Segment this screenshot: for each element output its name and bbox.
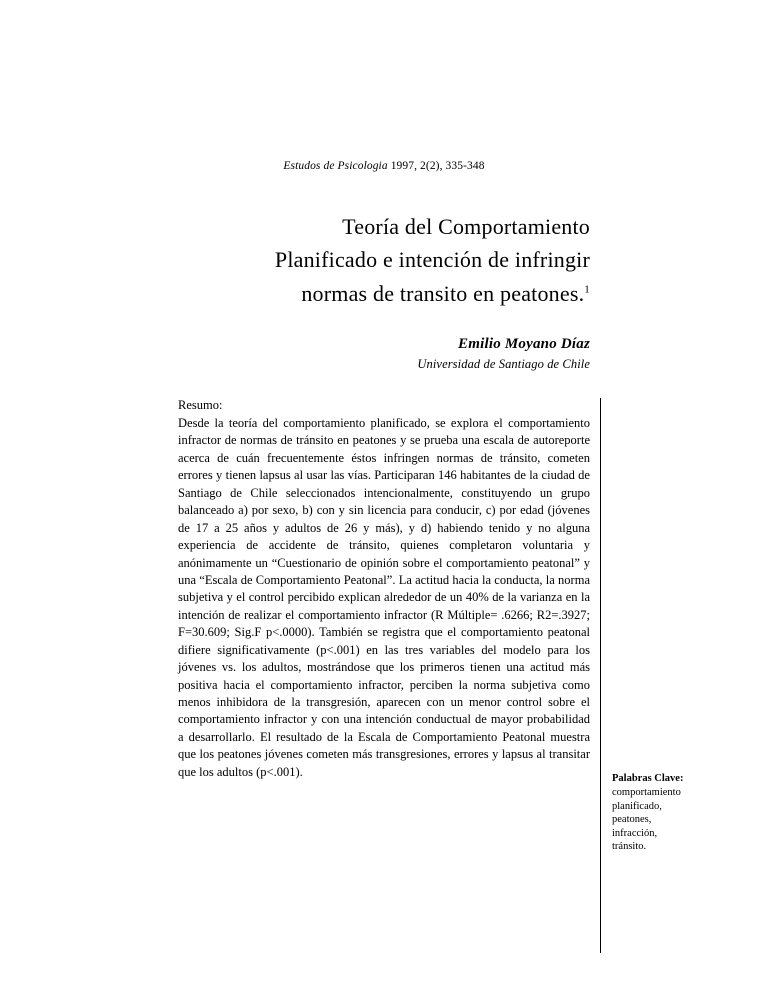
title-footnote-marker: 1 [584, 283, 590, 296]
keyword-item: peatones, [612, 814, 652, 826]
keywords-list [612, 786, 742, 853]
keywords-label: Palabras Clave: [612, 773, 684, 784]
abstract-paragraph: Desde la teoría del comportamiento planificado, se explora el comportamiento infractor de normas de tránsito en peatones y se prueba una escala de autoreporte acerca de cuán frecuentemente éstos infringen normas de tránsito, cometen errores y tienen lapsus al usar las vías. Participaran 146 habitantes de la ciudad de Santiago de Chile seleccionados intencionalmente, constituyendo un grupo balanceado a) por sexo, b) con y sin licencia para conducir, c) por edad (jóvenes de 17 a 25 años y adultos de 26 y más), y d) habiendo tenido y no alguna experiencia de accidente de tránsito, quienes completaron voluntaria y anónimamente un “Cuestionario de opinión sobre el comportamiento peatonal” y una “Escala de Comportamiento Peatonal”. La actitud hacia la conducta, la norma subjetiva y el control percibido explican alrededor de un 40% de la varianza en la intención de realizar el comportamiento infractor (R Múltiple= .6266; R2=.3927; F=30.609; Sig.F p<.0000). También se registra que el comportamiento peatonal difiere significativamente (p<.001) en las tres variables del modelo para los jóvenes vs. los adultos, mostrándose que los primeros tienen una actitud más positiva hacia el comportamiento infractor, perciben la norma subjetiva como menos inhibidora de la transgresión, aparecen con un menor control sobre el comportamiento infractor y con una intención conductual de mayor probabilidad a desarrollarlo. El resultado de la Escala de Comportamiento Peatonal muestra que los peatones jóvenes cometen más transgresiones, errores y lapsus al transitar que los adultos (p<.001). [178, 416, 590, 779]
author-block [178, 336, 590, 372]
abstract-body [178, 415, 590, 781]
journal-name: Estudos de Psicologia [283, 160, 388, 172]
title-line-2: Planificado e intención de infringir [274, 247, 590, 273]
title-line-3 [178, 277, 590, 310]
keywords-section [612, 772, 742, 854]
keyword-item: infracción, [612, 827, 658, 839]
author-name: Emilio Moyano Díaz [458, 336, 590, 352]
keyword-item: planificado, [612, 800, 662, 812]
journal-citation: 1997, 2(2), 335-348 [390, 160, 485, 172]
title-line-3-text: normas de transito en peatones. [301, 280, 585, 306]
page-title [178, 210, 590, 310]
vertical-divider [600, 398, 601, 953]
abstract-section [178, 398, 590, 781]
keyword-item: tránsito. [612, 841, 647, 853]
journal-reference [0, 160, 768, 172]
keyword-item: comportamiento [612, 787, 681, 799]
abstract-label: Resumo: [178, 398, 223, 412]
author-affiliation: Universidad de Santiago de Chile [417, 357, 590, 371]
title-line-1: Teoría del Comportamiento [342, 214, 590, 239]
